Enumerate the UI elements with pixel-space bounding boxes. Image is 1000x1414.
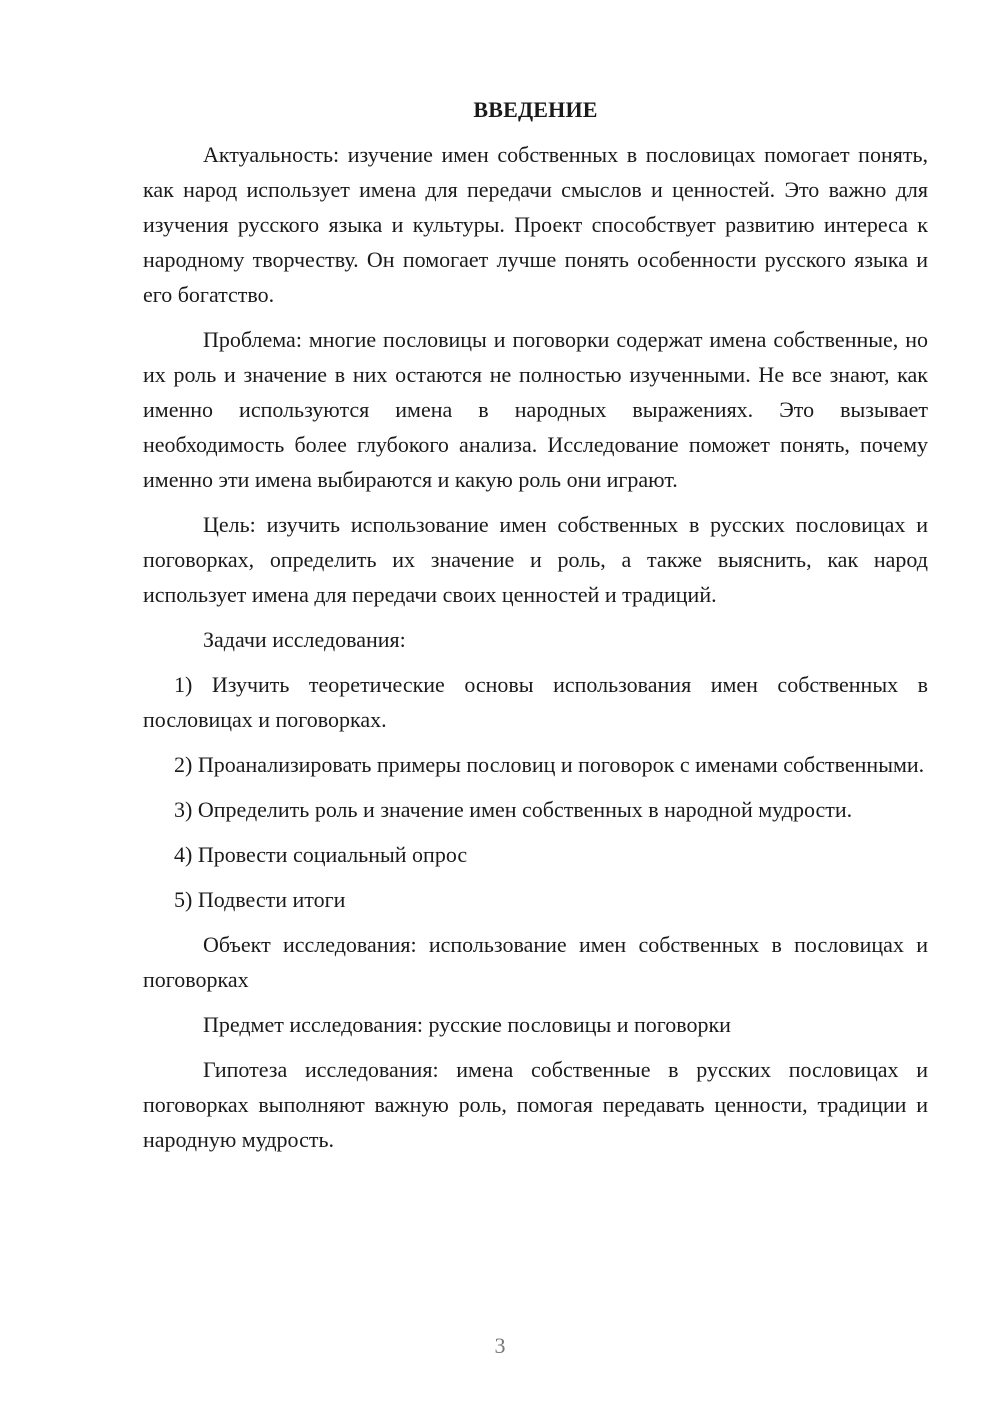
paragraph-relevance: Актуальность: изучение имен собственных в пословицах помогает понять, как народ использует имена для передачи смыслов и ценностей. Это важно для изучения русского языка и культуры. Проект способствует развитию интереса к народному творчеству. Он помогает лучше понять особенности русского языка и его богатство. (143, 142, 928, 307)
paragraph-subject: Предмет исследования: русские пословицы и поговорки (203, 1012, 731, 1037)
task-item: 2) Проанализировать примеры пословиц и поговорок с именами собственными. (174, 752, 925, 777)
paragraph-problem: Проблема: многие пословицы и поговорки содержат имена собственные, но их роль и значение в них остаются не полностью изученными. Не все знают, как именно используются имена в народных выражениях. Это вызывает необходимость более глубокого анализа. Исследование поможет понять, почему именно эти имена выбираются и какую роль они играют. (143, 327, 928, 492)
task-item: 1) Изучить теоретические основы использования имен собственных в пословицах и поговорках. (143, 672, 928, 732)
page-number: 3 (494, 1333, 506, 1358)
paragraph-object: Объект исследования: использование имен собственных в пословицах и поговорках (143, 932, 928, 992)
page-title: ВВЕДЕНИЕ (473, 97, 598, 122)
paragraph-goal: Цель: изучить использование имен собственных в русских пословицах и поговорках, определить их значение и роль, а также выяснить, как народ использует имена для передачи своих ценностей и традиций. (143, 512, 928, 607)
tasks-heading: Задачи исследования: (203, 627, 406, 652)
task-item: 5) Подвести итоги (174, 887, 346, 912)
paragraph-hypothesis: Гипотеза исследования: имена собственные в русских пословицах и поговорках выполняют важную роль, помогая передавать ценности, традиции и народную мудрость. (143, 1057, 928, 1152)
task-item: 3) Определить роль и значение имен собственных в народной мудрости. (174, 797, 853, 822)
page-content (143, 96, 928, 1167)
task-item: 4) Провести социальный опрос (174, 842, 468, 867)
